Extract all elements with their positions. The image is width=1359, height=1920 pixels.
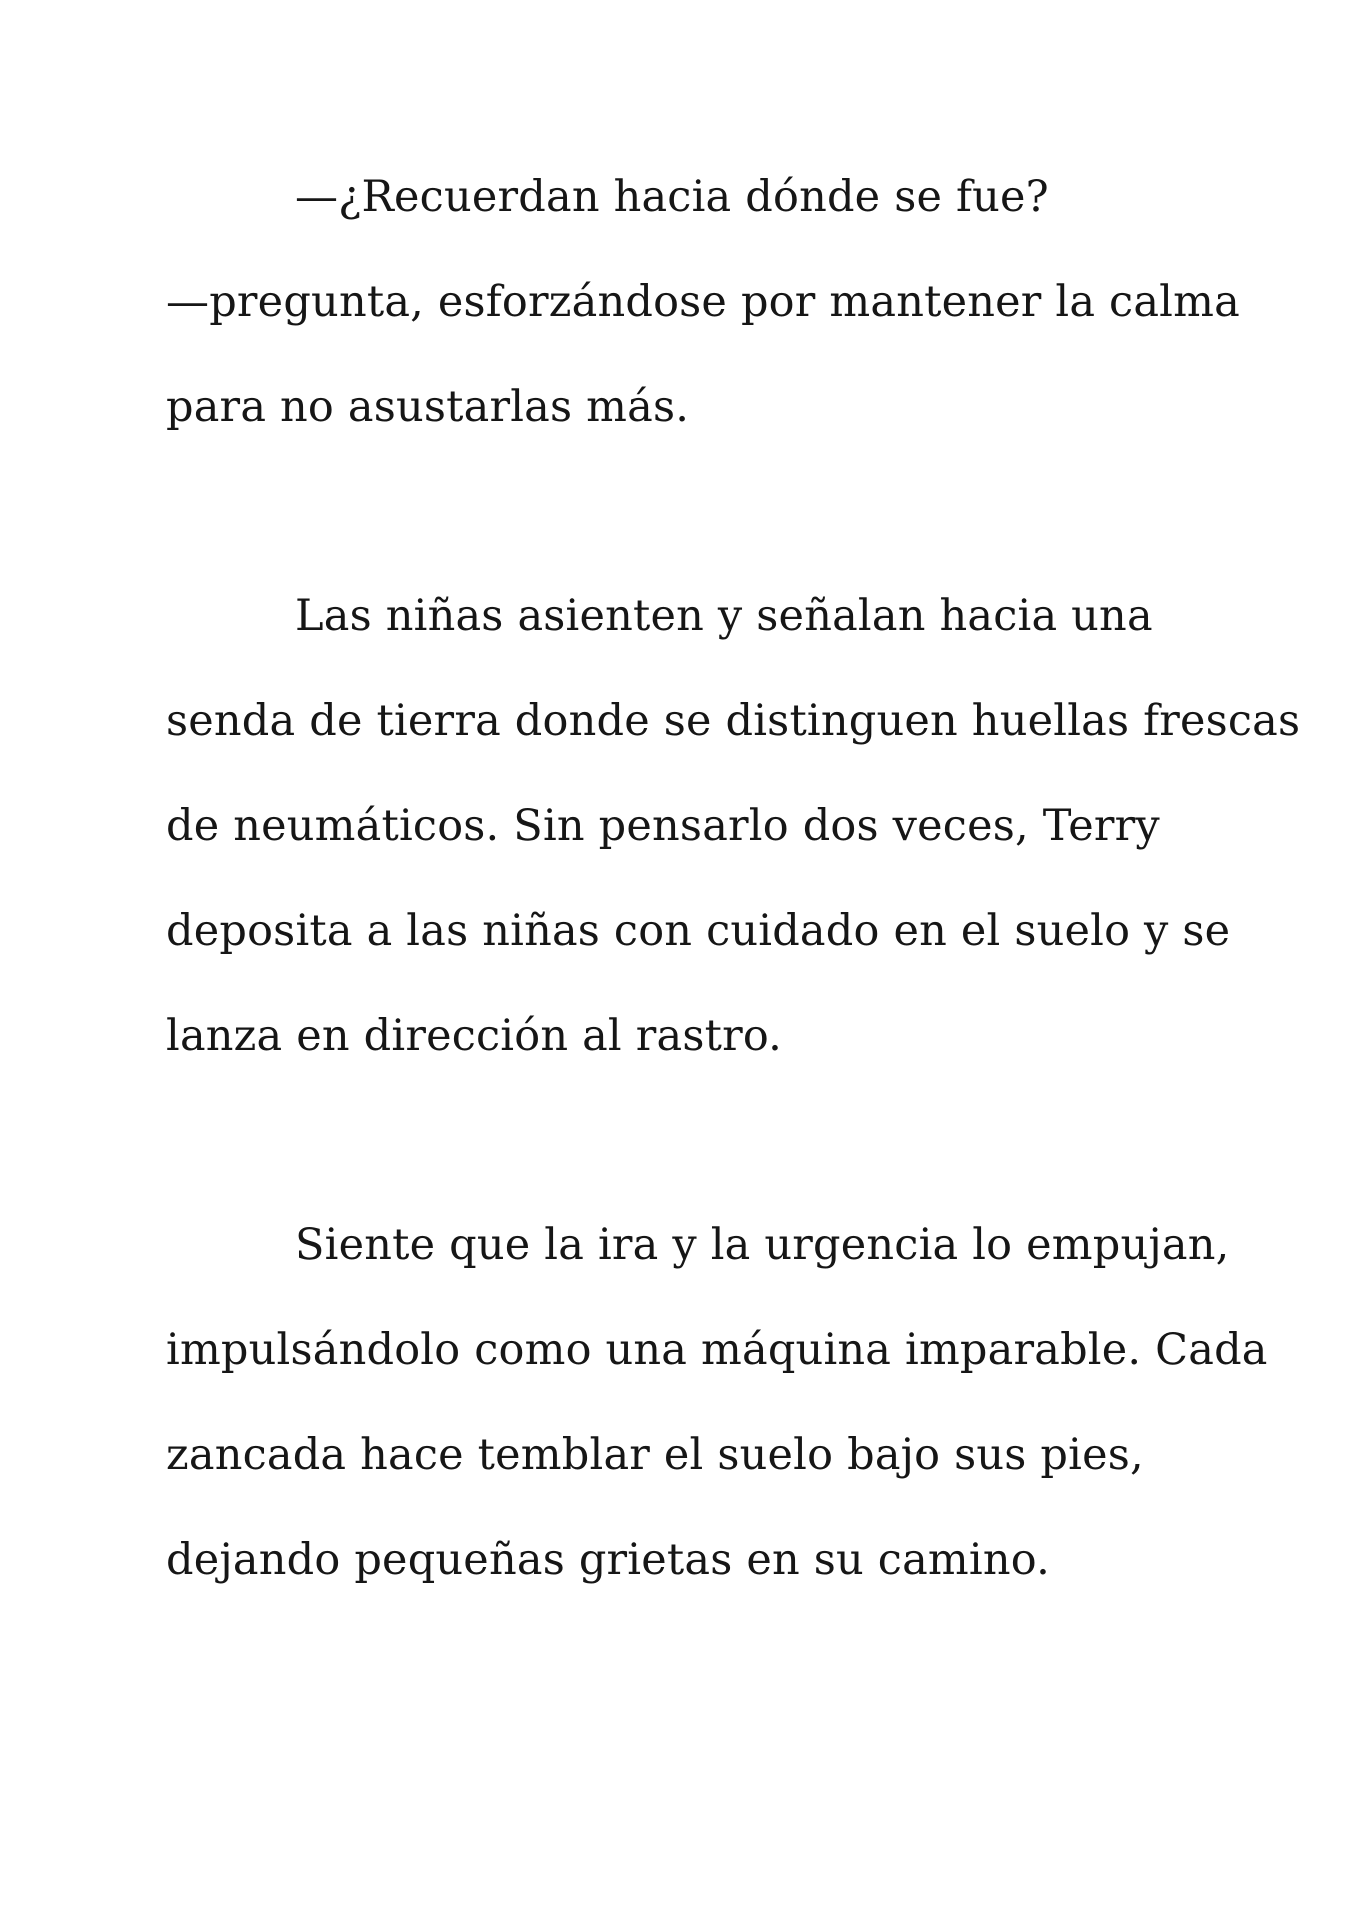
paragraph-1-line-1: —¿Recuerdan hacia dónde se fue? xyxy=(295,172,1049,222)
paragraph-3-line-1: Siente que la ira y la urgencia lo empujan, xyxy=(295,1220,1230,1270)
paragraph-3-line-2: impulsándolo como una máquina imparable. Cada xyxy=(166,1325,1268,1375)
paragraph-3-line-3: zancada hace temblar el suelo bajo sus pies, xyxy=(166,1430,1144,1480)
paragraph-2-line-5: lanza en dirección al rastro. xyxy=(166,1011,783,1061)
paragraph-1-line-2: —pregunta, esforzándose por mantener la calma xyxy=(166,277,1240,327)
paragraph-2-line-3: de neumáticos. Sin pensarlo dos veces, Terry xyxy=(166,801,1160,851)
paragraph-2-line-4: deposita a las niñas con cuidado en el suelo y se xyxy=(166,906,1231,956)
paragraph-2-line-1: Las niñas asienten y señalan hacia una xyxy=(295,591,1153,641)
paragraph-1-line-3: para no asustarlas más. xyxy=(166,382,690,432)
paragraph-2-line-2: senda de tierra donde se distinguen huellas frescas xyxy=(166,696,1301,746)
paragraph-3-line-4: dejando pequeñas grietas en su camino. xyxy=(166,1535,1050,1585)
